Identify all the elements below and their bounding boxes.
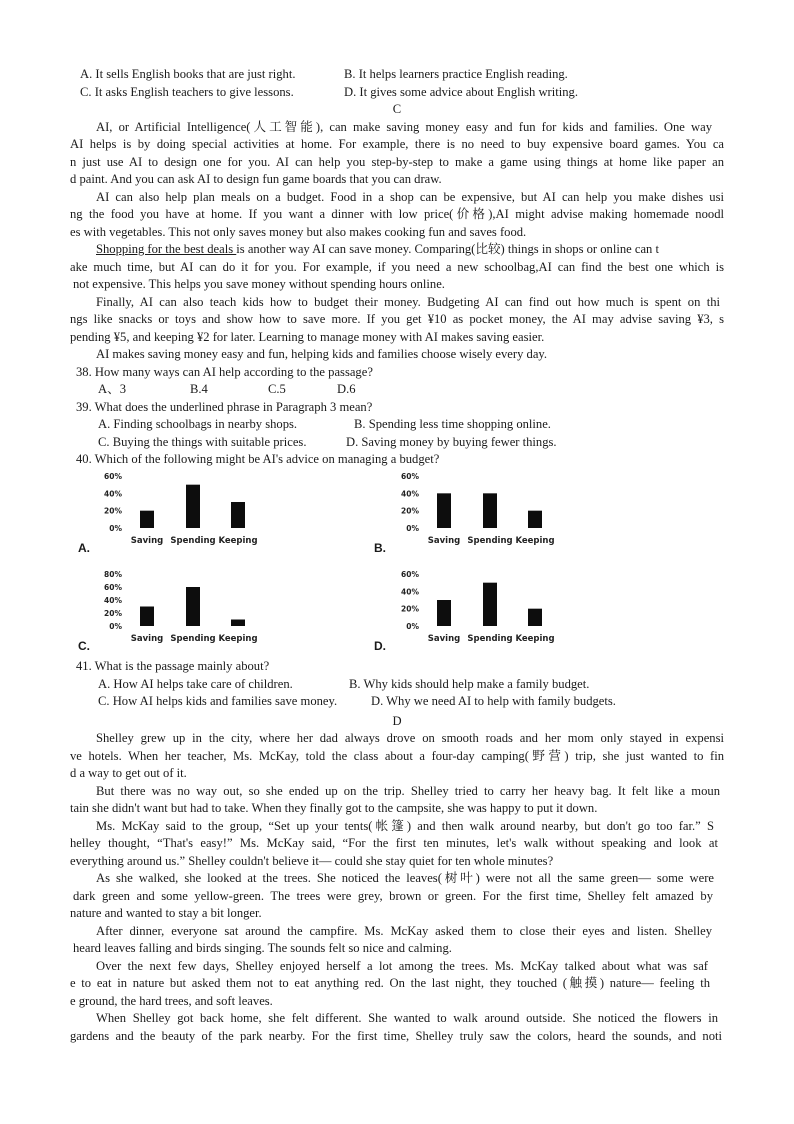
q39-stem: 39. What does the underlined phrase in Paragraph 3 mean? bbox=[76, 400, 373, 414]
q41-option-c: C. How AI helps kids and families save money. bbox=[98, 694, 338, 708]
q38-option-a: A、3 bbox=[98, 382, 126, 396]
y-tick-label: 20% bbox=[401, 506, 419, 516]
y-tick-label: 60% bbox=[401, 570, 419, 579]
q41-option-d: D. Why we need AI to help with family budgets. bbox=[371, 694, 616, 708]
passage-d-line: As she walked, she looked at the trees. She noticed the leaves(树叶) were not all the same green— some were bbox=[96, 871, 714, 885]
q40-option-d-label: D. bbox=[374, 639, 386, 653]
q41-option-a: A. How AI helps take care of children. bbox=[98, 677, 293, 691]
passage-d-line: tain she didn't want but had to take. When they finally got to the campsite, she was happy to put it down. bbox=[70, 801, 598, 815]
y-tick-label: 20% bbox=[104, 609, 122, 618]
x-category-label: Spending bbox=[170, 536, 216, 546]
bar-spending-d bbox=[483, 583, 497, 626]
bar-spending-c bbox=[186, 587, 200, 626]
passage-c-line: ngs like snacks or toys and show how to save more. If you get ¥10 as pocket money, the AI may advise saving ¥3, s bbox=[70, 312, 724, 326]
q39-option-b: B. Spending less time shopping online. bbox=[354, 417, 551, 431]
x-category-label: Saving bbox=[130, 536, 164, 546]
passage-d-line: dark green and some yellow-green. The trees were grey, brown or green. For the first time, Shelley felt amazed by bbox=[73, 889, 713, 903]
y-tick-label: 20% bbox=[401, 604, 419, 614]
passage-c-line: not expensive. This helps you save money without spending hours online. bbox=[73, 277, 445, 291]
q38-option-d: D.6 bbox=[337, 382, 356, 396]
passage-c-line: AI, or Artificial Intelligence(人工智能), can make saving money easy and fun for kids and families. One way bbox=[96, 120, 712, 134]
passage-d-line: heard leaves falling and birds singing. The sounds felt so nice and calming. bbox=[73, 941, 452, 955]
y-tick-label: 0% bbox=[109, 622, 122, 631]
bar-spending-b bbox=[483, 493, 497, 528]
bar-chart-b bbox=[392, 470, 572, 550]
bar-chart-c bbox=[95, 568, 275, 648]
passage-c-para3-line bbox=[96, 241, 659, 258]
passage-d-line: But there was no way out, so she ended up on the trip. Shelley tried to carry her heavy bag. It felt like a moun bbox=[96, 784, 720, 798]
x-category-label: Spending bbox=[467, 634, 513, 644]
bar-chart-a bbox=[95, 470, 275, 550]
passage-c-line: ng the food you have at home. If you want a dinner with low price(价格),AI might advise making homemade noodl bbox=[70, 207, 724, 221]
q41-stem: 41. What is the passage mainly about? bbox=[76, 659, 270, 673]
passage-c-line: Finally, AI can also teach kids how to budget their money. Budgeting AI can find out how much is spent on thi bbox=[96, 295, 720, 309]
y-tick-label: 0% bbox=[109, 524, 122, 533]
y-tick-label: 60% bbox=[104, 472, 122, 481]
q38-option-b: B.4 bbox=[190, 382, 208, 396]
passage-d-line: everything around us.” Shelley couldn't believe it— could she stay quiet for ten whole minutes? bbox=[70, 854, 554, 868]
y-tick-label: 40% bbox=[104, 489, 122, 499]
bar-keeping-a bbox=[231, 502, 245, 528]
q40-option-c-label: C. bbox=[78, 639, 90, 653]
x-category-label: Spending bbox=[170, 634, 216, 644]
q40-option-b-label: B. bbox=[374, 541, 386, 555]
bar-spending-a bbox=[186, 485, 200, 528]
x-category-label: Saving bbox=[130, 634, 164, 644]
passage-c-line: ake much time, but AI can do it for you. For example, if you need a new schoolbag,AI can find the best one which is bbox=[70, 260, 724, 274]
x-category-label: Keeping bbox=[515, 634, 555, 644]
passage-d-heading: D bbox=[392, 714, 402, 728]
passage-d-line: nature and wanted to stay a bit longer. bbox=[70, 906, 262, 920]
y-tick-label: 80% bbox=[104, 570, 122, 579]
passage-d-line: Over the next few days, Shelley enjoyed herself a lot among the trees. Ms. McKay talked about what was saf bbox=[96, 959, 708, 973]
bar-keeping-b bbox=[528, 511, 542, 528]
passage-d-line: ve hotels. When her teacher, Ms. McKay, told the class about a four-day camping(野营) trip, she just wanted to fin bbox=[70, 749, 724, 763]
passage-d-line: helley thought, “That's easy!” Ms. McKay said, “For the first ten minutes, let's walk without speaking and look at bbox=[70, 836, 718, 850]
passage-d-line: Ms. McKay said to the group, “Set up your tents(帐篷) and then walk around nearby, but don't go too far.” S bbox=[96, 819, 714, 833]
q38-option-c: C.5 bbox=[268, 382, 286, 396]
passage-c-line: pending ¥5, and keeping ¥2 for later. Learning to manage money with AI makes saving easier. bbox=[70, 330, 545, 344]
passage-c-line: d paint. And you can ask AI to design fun game boards that you can draw. bbox=[70, 172, 442, 186]
q37-option-a: A. It sells English books that are just right. bbox=[80, 67, 296, 81]
passage-c-line: es with vegetables. This not only saves money but also makes cooking fun and saves food. bbox=[70, 225, 527, 239]
q39-option-a: A. Finding schoolbags in nearby shops. bbox=[98, 417, 298, 431]
y-tick-label: 40% bbox=[104, 596, 122, 605]
y-tick-label: 60% bbox=[104, 583, 122, 592]
q39-option-d: D. Saving money by buying fewer things. bbox=[346, 435, 557, 449]
passage-c-line: is another way AI can save money. Comparing(比较) things in shops or online can t bbox=[236, 242, 660, 256]
x-category-label: Spending bbox=[467, 536, 513, 546]
bar-saving-d bbox=[437, 600, 451, 626]
passage-d-line: e ground, the hard trees, and soft leaves. bbox=[70, 994, 273, 1008]
y-tick-label: 40% bbox=[401, 587, 419, 597]
q41-option-b: B. Why kids should help make a family budget. bbox=[349, 677, 590, 691]
x-category-label: Keeping bbox=[218, 634, 258, 644]
y-tick-label: 0% bbox=[406, 622, 419, 631]
bar-saving-b bbox=[437, 493, 451, 528]
q37-option-d: D. It gives some advice about English writing. bbox=[344, 85, 578, 99]
x-category-label: Keeping bbox=[218, 536, 258, 546]
passage-c-heading: C bbox=[392, 102, 402, 116]
passage-d-line: After dinner, everyone sat around the campfire. Ms. McKay asked them to close their eyes and listen. Shelley bbox=[96, 924, 712, 938]
q37-option-b: B. It helps learners practice English reading. bbox=[344, 67, 568, 81]
x-category-label: Saving bbox=[427, 634, 461, 644]
passage-d-line: gardens and the beauty of the park nearby. For the first time, Shelley truly saw the colors, heard the sounds, and noti bbox=[70, 1029, 722, 1043]
bar-keeping-c bbox=[231, 620, 245, 627]
q38-stem: 38. How many ways can AI help according to the passage? bbox=[76, 365, 373, 379]
passage-c-line: n just use AI to design one for you. AI can help you step-by-step to make a game using things at home like paper an bbox=[70, 155, 724, 169]
y-tick-label: 60% bbox=[401, 472, 419, 481]
y-tick-label: 20% bbox=[104, 506, 122, 516]
q40-stem: 40. Which of the following might be AI's advice on managing a budget? bbox=[76, 452, 440, 466]
y-tick-label: 0% bbox=[406, 524, 419, 533]
x-category-label: Saving bbox=[427, 536, 461, 546]
y-tick-label: 40% bbox=[401, 489, 419, 499]
passage-c-line: AI makes saving money easy and fun, helping kids and families choose wisely every day. bbox=[96, 347, 548, 361]
bar-saving-a bbox=[140, 511, 154, 528]
bar-chart-d bbox=[392, 568, 572, 648]
bar-saving-c bbox=[140, 607, 154, 627]
passage-c-line: AI helps is by doing special activities at home. For example, there is no need to buy expensive board games. You ca bbox=[70, 137, 724, 151]
passage-d-line: Shelley grew up in the city, where her dad always drove on smooth roads and her mom only stayed in expensi bbox=[96, 731, 724, 745]
q37-option-c: C. It asks English teachers to give lessons. bbox=[80, 85, 294, 99]
x-category-label: Keeping bbox=[515, 536, 555, 546]
passage-c-line: AI can also help plan meals on a budget. Food in a shop can be expensive, but AI can help you make dishes usi bbox=[96, 190, 724, 204]
passage-d-line: When Shelley got back home, she felt different. She wanted to walk around outside. She noticed the flowers in bbox=[96, 1011, 718, 1025]
q40-option-a-label: A. bbox=[78, 541, 90, 555]
passage-d-line: e to eat in nature but asked them not to eat anything red. On the last night, they touched (触摸) nature— feeling th bbox=[70, 976, 710, 990]
passage-d-line: d a way to get out of it. bbox=[70, 766, 187, 780]
q39-option-c: C. Buying the things with suitable prices. bbox=[98, 435, 307, 449]
bar-keeping-d bbox=[528, 609, 542, 626]
underlined-phrase: Shopping for the best deals bbox=[96, 242, 237, 256]
